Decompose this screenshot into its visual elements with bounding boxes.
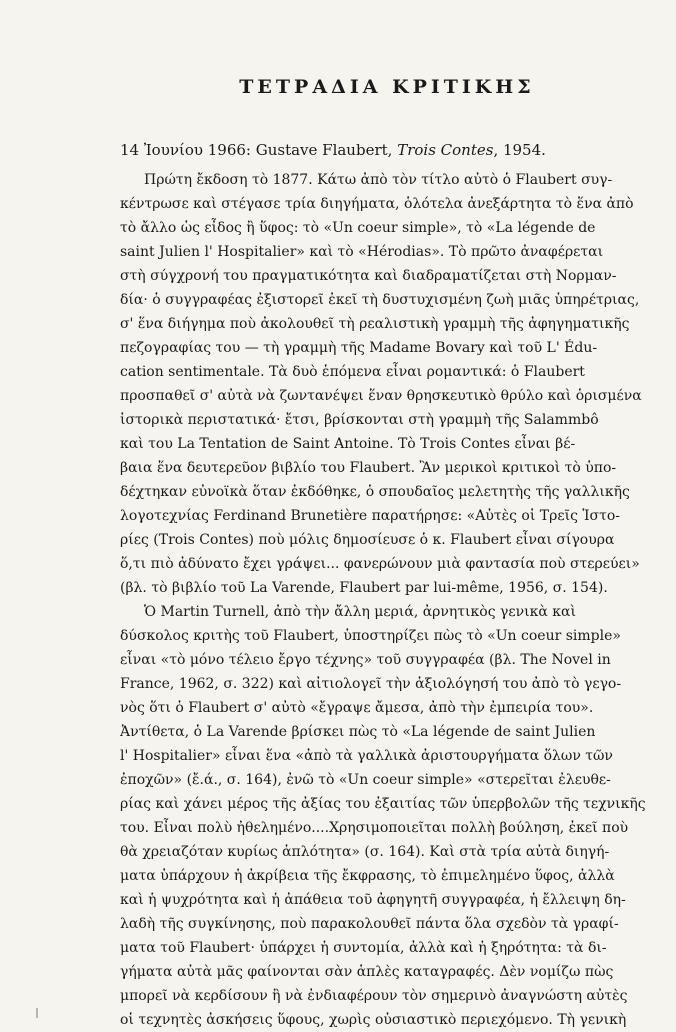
text-line: καὶ ἡ ψυχρότητα καὶ ἡ ἀπάθεια τοῦ ἀφηγητῆ συγγραφέα, ἡ ἔλλειψη δη- bbox=[120, 892, 626, 908]
text-line: καὶ του La Tentation de Saint Antoine. Τὸ Trois Contes εἶναι βέ- bbox=[120, 436, 576, 452]
entry-book-title: Trois Contes bbox=[397, 141, 494, 159]
text-line: λαδὴ τῆς συγκίνησης, ποὺ παρακολουθεῖ πάντα ὅλα σχεδὸν τὰ γραφί- bbox=[120, 916, 619, 932]
text-line: l' Hospitalier» εἶναι ἕνα «ἀπὸ τὰ γαλλικὰ ἀριστουργήματα ὅλων τῶν bbox=[120, 748, 613, 764]
text-line: βαια ἕνα δευτερεῦον βιβλίο του Flaubert. Ἂν μερικοὶ κριτικοὶ τὸ ὑπο- bbox=[120, 460, 617, 476]
text-line: δέχτηκαν εὐνοϊκὰ ὅταν ἐκδόθηκε, ὁ σπουδαῖος μελετητὴς τῆς γαλλικῆς bbox=[120, 484, 630, 500]
text-line: μπορεῖ νὰ κερδίσουν ἢ νὰ ἐνδιαφέρουν τὸν σημερινὸ ἀναγνώστη αὐτὲς bbox=[120, 988, 628, 1004]
text-line: France, 1962, σ. 322) καὶ αἰτιολογεῖ τὴν ἀξιολόγησή του ἀπὸ τὸ γεγο- bbox=[120, 676, 622, 692]
text-line: cation sentimentale. Τὰ δυὸ ἑπόμενα εἶναι ρομαντικά: ὁ Flaubert bbox=[120, 364, 585, 380]
text-line: νὸς ὅτι ὁ Flaubert σ' αὐτὸ «ἔγραψε ἄμεσα, ἀπὸ τὴν ἐμπειρία του». bbox=[120, 700, 594, 716]
text-line: ἐποχῶν» (ἔ.ά., σ. 164), ἐνῶ τὸ «Un coeur simple» «στερεῖται ἐλευθε- bbox=[120, 772, 611, 788]
text-line: στὴ σύγχρονή του πραγματικότητα καὶ διαδραματίζεται στὴ Νορμαν- bbox=[120, 268, 617, 284]
text-line: ματα τοῦ Flaubert· ὑπάρχει ἡ συντομία, ἀλλὰ καὶ ἡ ξηρότητα: τὰ δι- bbox=[120, 940, 607, 956]
entry-date: 14 Ἰουνίου 1966: Gustave Flaubert, bbox=[120, 141, 398, 159]
text-line: πεζογραφίας του — τὴ γραμμὴ τῆς Madame Bovary καὶ τοῦ L' Édu- bbox=[120, 340, 598, 356]
text-line: οἱ τεχνητὲς ἀσκήσεις ὕφους, χωρὶς οὐσιαστικὸ περιεχόμενο. Τὴ γενικὴ bbox=[120, 1012, 627, 1028]
text-line: Ὁ Martin Turnell, ἀπὸ τὴν ἄλλη μεριά, ἀρνητικὸς γενικὰ καὶ bbox=[144, 604, 576, 620]
entry-year: , 1954. bbox=[493, 141, 546, 159]
text-line: (βλ. τὸ βιβλίο τοῦ La Varende, Flaubert par lui-même, 1956, σ. 154). bbox=[120, 580, 608, 596]
margin-mark bbox=[36, 1008, 38, 1018]
text-line: εἶναι «τὸ μόνο τέλειο ἔργο τέχνης» τοῦ συγγραφέα (βλ. The Novel in bbox=[120, 652, 611, 668]
page-title: ΤΕΤΡΑΔΙΑ ΚΡΙΤΙΚΗΣ bbox=[239, 76, 535, 98]
entry-heading bbox=[120, 138, 654, 162]
text-line: saint Julien l' Hospitalier» καὶ τὸ «Hérodias». Τὸ πρῶτο ἀναφέρεται bbox=[120, 244, 604, 260]
text-line: Ἀντίθετα, ὁ La Varende βρίσκει πὼς τὸ «La légende de saint Julien bbox=[120, 724, 596, 740]
text-line: Πρώτη ἔκδοση τὸ 1877. Κάτω ἀπὸ τὸν τίτλο αὐτὸ ὁ Flaubert συγ- bbox=[144, 172, 613, 188]
text-line: λογοτεχνίας Ferdinand Brunetière παρατήρησε: «Αὐτὲς οἱ Τρεῖς Ἱστο- bbox=[120, 508, 621, 524]
text-line: ὅ,τι πιὸ ἀδύνατο ἔχει γράψει... φανερώνουν μιὰ φαντασία ποὺ στερεύει» bbox=[120, 556, 640, 572]
text-line: σ' ἕνα διήγημα ποὺ ἀκολουθεῖ τὴ ρεαλιστικὴ γραμμὴ τῆς ἀφηγηματικῆς bbox=[120, 316, 630, 332]
text-line: θὰ χρειαζόταν κυρίως ἁπλότητα» (σ. 164). Καὶ στὰ τρία αὐτὰ διηγή- bbox=[120, 844, 610, 860]
text-line: τὸ ἄλλο ὡς εἶδος ἢ ὕφος: τὸ «Un coeur simple», τὸ «La légende de bbox=[120, 220, 596, 236]
text-line: ρίες (Trois Contes) ποὺ μόλις δημοσίευσε ὁ κ. Flaubert εἶναι σίγουρα bbox=[120, 532, 615, 548]
text-line: ἱστορικὰ περιστατικά· ἔτσι, βρίσκονται στὴ γραμμὴ τῆς Salammbô bbox=[120, 412, 599, 428]
text-line: δύσκολος κριτὴς τοῦ Flaubert, ὑποστηρίζει πὼς τὸ «Un coeur simple» bbox=[120, 628, 621, 644]
paragraph-2 bbox=[120, 600, 654, 1032]
page-content bbox=[120, 76, 654, 1032]
text-line: προσπαθεῖ σ' αὐτὰ νὰ ζωντανέψει ἕναν θρησκευτικὸ θρύλο καὶ ὁρισμένα bbox=[120, 388, 642, 404]
text-line: ρίας καὶ χάνει μέρος τῆς ἀξίας του ἐξαιτίας τῶν ὑπερβολῶν τῆς τεχνικῆς bbox=[120, 796, 646, 812]
text-line: ματα ὑπάρχουν ἡ ἀκρίβεια τῆς ἔκφρασης, τὸ ἐπιμελημένο ὕφος, ἀλλὰ bbox=[120, 868, 615, 884]
text-line: του. Εἶναι πολὺ ἠθελημένο....Χρησιμοποιεῖται πολλὴ βούληση, ἐκεῖ ποὺ bbox=[120, 820, 629, 836]
text-line: γήματα αὐτὰ μᾶς φαίνονται σὰν ἁπλὲς καταγραφές. Δὲν νομίζω πὼς bbox=[120, 964, 614, 980]
paragraph-1 bbox=[120, 168, 654, 600]
text-line: κέντρωσε καὶ στέγασε τρία διηγήματα, ὁλότελα ἀνεξάρτητα τὸ ἕνα ἀπὸ bbox=[120, 196, 634, 212]
text-line: δία· ὁ συγγραφέας ἐξιστορεῖ ἐκεῖ τὴ δυστυχισμένη ζωὴ μιᾶς ὑπηρέτριας, bbox=[120, 292, 640, 308]
